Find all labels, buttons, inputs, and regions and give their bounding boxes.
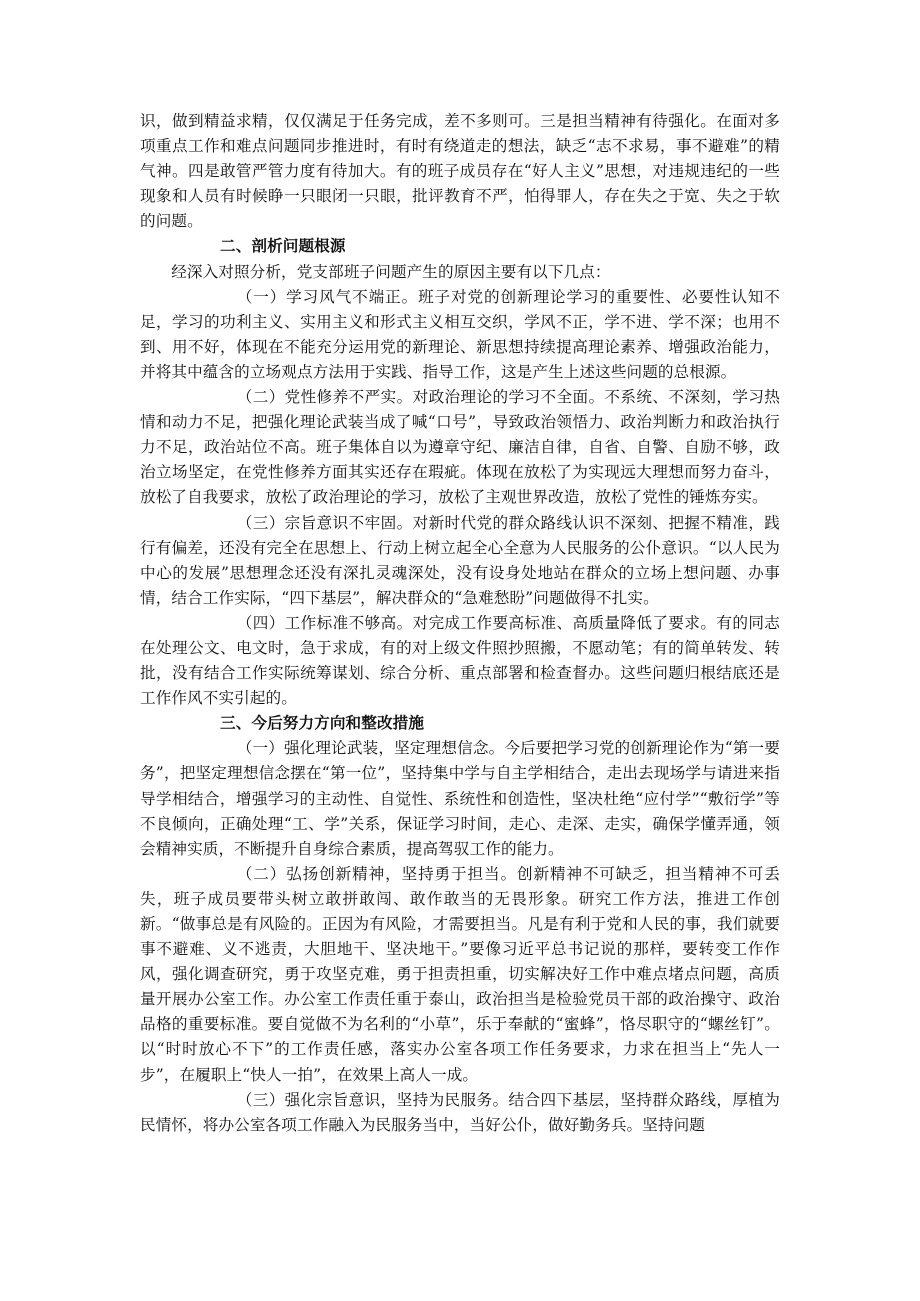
paragraph-party-spirit: （二）党性修养不严实。对政治理论的学习不全面。不系统、不深刻，学习热情和动力不足，把强化理论武装当成了喊“口号”，导致政治领悟力、政治判断力和政治执行力不足，政治站位不高。班子集体自以为遵章守纪、廉洁自律，自省、自警、自励不够，政治立场坚定，在党性修养方面其实还存在瑕疵。体现在放松了为实现远大理想而努力奋斗，放松了自我要求，放松了政治理论的学习，放松了主观世界改造，放松了党性的锤炼夯实。 [140,388,780,507]
section-heading-2: 二、剖析问题根源 [220,237,346,256]
paragraph-continuation: 识，做到精益求精，仅仅满足于任务完成，差不多则可。三是担当精神有待强化。在面对多项重点工作和难点问题同步推进时，有时有绕道走的想法，缺乏“志不求易，事不避难”的精气神。四是敢管严管力度有待加大。有的班子成员存在“好人主义”思想，对违规违纪的一些现象和人员有时候睁一只眼闭一只眼，批评教育不严，怕得罪人，存在失之于宽、失之于软的问题。 [140,112,780,231]
paragraph-innovation-spirit: （二）弘扬创新精神，坚持勇于担当。创新精神不可缺乏，担当精神不可丢失，班子成员要带头树立敢拼敢闯、敢作敢当的无畏形象。研究工作方法，推进工作创新。“做事总是有风险的。正因为有风险，才需要担当。凡是有利于党和人民的事，我们就要事不避难、义不逃责，大胆地干、坚决地干。”要像习近平总书记说的那样，要转变工作作风，强化调查研究，勇于攻坚克难，勇于担责担重，切实解决好工作中难点堵点问题，高质量开展办公室工作。办公室工作责任重于泰山，政治担当是检验党员干部的政治操守、政治品格的重要标准。要自觉做不为名利的“小草”，乐于奉献的“蜜蜂”，恪尽职守的“螺丝钉”。以“时时放心不下”的工作责任感，落实办公室各项工作任务要求，力求在担当上“先人一步”，在履职上“快人一拍”，在效果上高人一成。 [140,864,780,1084]
paragraph-purpose-awareness: （三）宗旨意识不牢固。对新时代党的群众路线认识不深刻、把握不精准，践行有偏差，还没有完全在思想上、行动上树立起全心全意为人民服务的公仆意识。“以人民为中心的发展”思想理念还没有深扎灵魂深处，没有设身处地站在群众的立场上想问题、办事情，结合工作实际，“四下基层”，解决群众的“急难愁盼”问题做得不扎实。 [140,513,780,607]
paragraph-theory-armament: （一）强化理论武装，坚定理想信念。今后要把学习党的创新理论作为“第一要务”，把坚定理想信念摆在“第一位”，坚持集中学与自主学相结合，走出去现场学与请进来指导学相结合，增强学习的主动性、自觉性、系统性和创造性，坚决杜绝“应付学”“敷衍学”等不良倾向，正确处理“工、学”关系，保证学习时间，走心、走深、走实，确保学懂弄通，领会精神实质，不断提升自身综合素质，提高驾驭工作的能力。 [140,739,780,858]
section-heading-3: 三、今后努力方向和整改措施 [220,714,425,733]
paragraph-serve-people: （三）强化宗旨意识，坚持为民服务。结合四下基层，坚持群众路线，厚植为民情怀，将办公室各项工作融入为民服务当中，当好公仆，做好勤务兵。坚持问题 [140,1090,780,1134]
paragraph-intro-analysis: 经深入对照分析，党支部班子问题产生的原因主要有以下几点： [171,262,611,281]
paragraph-study-culture: （一）学习风气不端正。班子对党的创新理论学习的重要性、必要性认知不足，学习的功利主义、实用主义和形式主义相互交织，学风不正，学不进、学不深；也用不到、用不好，体现在不能充分运用党的新理论、新思想持续提高理论素养、增强政治能力，并将其中蕴含的立场观点方法用于实践、指导工作，这是产生上述这些问题的总根源。 [140,287,780,381]
paragraph-work-standards: （四）工作标准不够高。对完成工作要高标准、高质量降低了要求。有的同志在处理公文、电文时，急于求成，有的对上级文件照抄照搬，不愿动笔；有的简单转发、转批，没有结合工作实际统筹谋划、综合分析、重点部署和检查督办。这些问题归根结底还是工作作风不实引起的。 [140,613,780,708]
document-page [140,109,780,1138]
